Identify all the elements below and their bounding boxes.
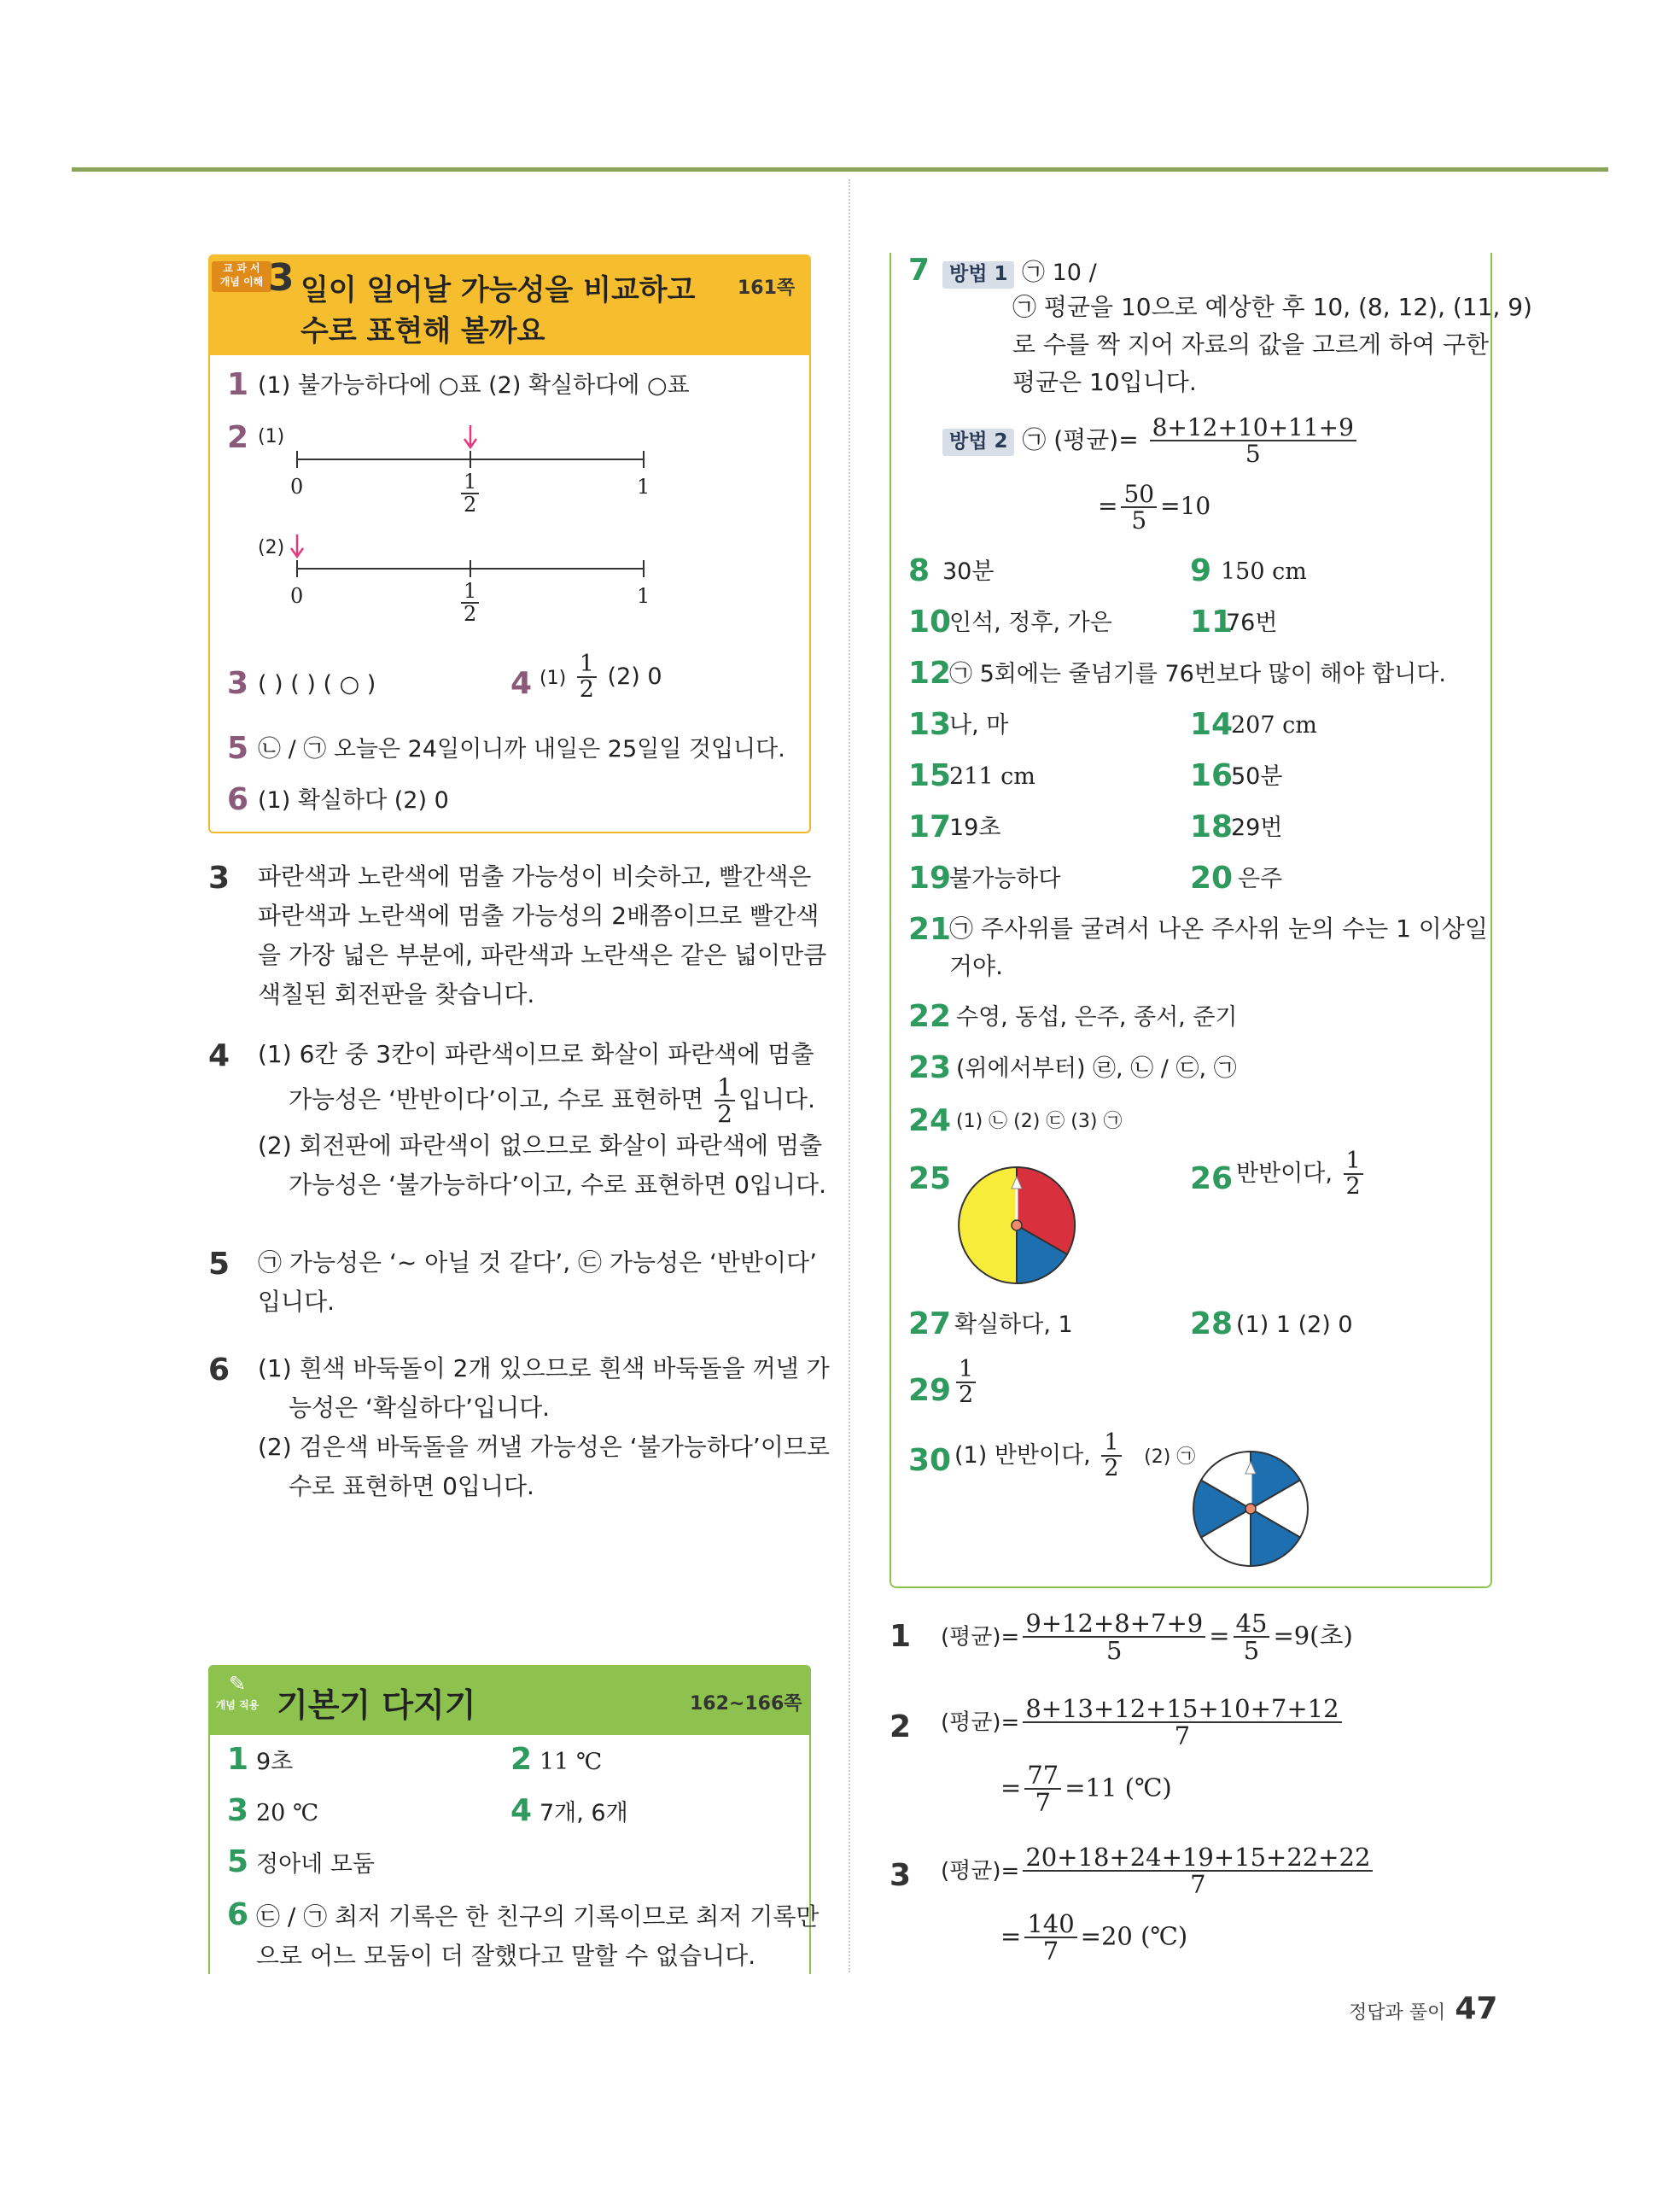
answer-text: 29번 [1231,815,1283,841]
equals: = [1000,1773,1022,1802]
practice-title: 기본기 다지기 [277,1686,476,1724]
answer-num: 2 [227,420,249,455]
answer-num: 16 [1190,758,1234,793]
answer-text: (1) 1 (2) 0 [1236,1312,1353,1338]
answer-num: 17 [908,809,952,844]
spinner-30 [1187,1445,1315,1573]
answer-text: 30분 [942,558,995,585]
answer-text: (1) ㉡ (2) ㉢ (3) ㉠ [956,1111,1123,1132]
arrow-down-icon [464,425,476,447]
answer-line: 평균은 10입니다. [1012,368,1197,396]
answer-num: 7 [908,253,930,288]
answer-text: (위에서부터) ㉣, ㉡ / ㉢, ㉠ [956,1055,1237,1082]
answer-text: 76번 [1226,610,1278,636]
part-label: (1) [258,426,285,447]
expl-num: 3 [208,861,230,896]
expl-line: 파란색과 노란색에 멈출 가능성의 2배쯤이므로 빨간색 [258,902,820,930]
answer-text [540,652,662,703]
answer-text: 207 cm [1231,712,1317,739]
answer-text: 19초 [949,815,1001,841]
equals: = [1209,1621,1230,1651]
method-2 [942,415,1360,467]
answer-num: 5 [227,1844,249,1879]
expl-num: 4 [208,1038,230,1073]
expl-num: 1 [890,1619,912,1654]
badge [212,261,271,292]
calc-1 [941,1610,1353,1664]
result: =10 [1160,491,1211,520]
part-answer: (2) 0 [607,663,662,690]
column-divider [849,179,850,1972]
frac-num: 1 [715,1075,735,1101]
frac-num: 8+13+12+15+10+7+12 [1023,1696,1341,1723]
method-tag: 방법 2 [942,429,1014,456]
answer-word: 반반이다, [1236,1160,1333,1187]
arrow-down-icon [291,535,303,557]
frac-num: 140 [1024,1911,1076,1938]
answer-text: ( ) ( ) ( ○ ) [258,671,376,698]
footer [1349,1991,1497,2026]
tick-zero: 0 [290,584,304,608]
answer-num: 30 [908,1443,952,1478]
footer-label: 정답과 풀이 [1349,2002,1446,2024]
expl-6 [258,1349,830,1506]
frac-num: 77 [1024,1762,1061,1790]
tick-zero: 0 [290,475,304,499]
practice-header [208,1665,811,1735]
frac-den: 2 [579,676,594,704]
answer-num: 18 [1190,809,1234,844]
calc-label: (평균)= [941,1858,1020,1884]
frac-num: 1 [461,471,479,494]
expl-line [258,1074,826,1126]
answer-text: 11 ℃ [540,1749,603,1775]
answer-num: 25 [908,1161,952,1196]
part-label: (1) [540,667,567,689]
answer-num: 6 [227,1897,249,1932]
result: =20 (℃) [1080,1921,1188,1951]
page-ref: 162~166쪽 [690,1693,802,1715]
answer-text: 인석, 정후, 가은 [949,610,1112,636]
frac-num: 1 [577,652,597,678]
expl-line: 파란색과 노란색에 멈출 가능성이 비슷하고, 빨간색은 [258,862,812,891]
answer-num: 6 [227,782,249,817]
method-1 [942,258,1097,289]
expl-line: (1) 6칸 중 3칸이 파란색이므로 화살이 파란색에 멈출 [258,1040,814,1068]
expl-line: 색칠된 회전판을 찾습니다. [258,980,535,1008]
answer-text: 20 ℃ [256,1800,319,1826]
answer-text [954,1431,1195,1481]
answer-num: 5 [227,731,249,766]
frac-den: 7 [1042,1937,1059,1966]
frac-den: 7 [1035,1788,1051,1818]
answer-num: 11 [1190,605,1234,640]
expl-line: (2) 회전판에 파란색이 없으므로 화살이 파란색에 멈출 [258,1131,823,1160]
frac-num: 1 [1101,1431,1121,1457]
answer-21 [949,910,1488,985]
answer-word: (1) 반반이다, [954,1441,1091,1469]
answer-num: 21 [908,912,952,947]
answer-num: 2 [510,1742,533,1777]
calc-2-result [1000,1762,1172,1816]
expl-line: 을 가장 넓은 부분에, 파란색과 노란색은 같은 넓이만큼 [258,941,827,969]
answer-num: 26 [1190,1161,1234,1196]
frac-den: 5 [1245,440,1261,469]
answer-text: 수영, 동섭, 은주, 종서, 준기 [956,1004,1238,1031]
answer-num: 19 [908,861,952,896]
answer-text: 150 cm [1221,558,1307,585]
expl-line: 가능성은 ‘불가능하다’이고, 수로 표현하면 0입니다. [289,1171,826,1200]
part-label: (2) [258,537,285,558]
expl-line: 입니다. [258,1288,335,1316]
badge-line2: 개념 이해 [219,276,264,288]
answer-num: 29 [908,1373,952,1408]
equals: = [1000,1921,1022,1951]
answer-text: 7개, 6개 [540,1800,628,1826]
frac-den: 2 [1104,1455,1119,1482]
answer-line: ㉠ 주사위를 굴려서 나온 주사위 눈의 수는 1 이상일 [949,914,1488,943]
expl-line: 능성은 ‘확실하다’입니다. [289,1393,551,1422]
concept-header [208,254,811,355]
answer-num: 1 [227,367,249,402]
part-label: (2) ㉠ [1144,1446,1196,1468]
answer-text: 50분 [1231,763,1283,790]
answer-num: 22 [908,999,952,1034]
tick-half [458,471,482,516]
answer-text: 은주 [1238,866,1283,892]
answer-text: (1) 확실하다 (2) 0 [258,787,449,814]
method-2-result [1098,482,1210,534]
frac-den: 7 [1174,1721,1191,1751]
expl-line: (2) 검은색 바둑돌을 꺼낼 가능성은 ‘불가능하다’이므로 [258,1433,830,1461]
tick-half [458,581,482,625]
frac-num: 50 [1121,482,1157,508]
expl-line: 수로 표현하면 0입니다. [289,1472,534,1500]
answer-line: ㉢ / ㉠ 최저 기록은 한 친구의 기록이므로 최저 기록만 [256,1902,820,1931]
frac-den: 5 [1131,506,1147,535]
expl-text: 입니다. [738,1085,815,1113]
answer-text: 불가능하다 [949,866,1061,892]
frac-den: 2 [464,493,477,517]
answer-text: ㉡ / ㉠ 오늘은 24일이니까 내일은 25일일 것입니다. [258,736,785,762]
answer-num: 4 [510,666,533,701]
page-number: 47 [1455,1991,1498,2026]
answer-text: 9초 [256,1749,294,1775]
answer-text: (1) 불가능하다에 ○표 (2) 확실하다에 ○표 [258,372,690,399]
section-title-1: 일이 일어날 가능성을 비교하고 [300,273,696,307]
answer-num: 9 [1190,553,1212,588]
answer-num: 27 [908,1306,952,1341]
section-title-2: 수로 표현해 볼까요 [300,314,545,348]
answer-num: 10 [908,605,952,640]
expl-4 [258,1035,826,1205]
frac-num: 45 [1234,1610,1270,1638]
answer-line: 로 수를 짝 지어 자료의 값을 고르게 하여 구한 [1012,330,1490,359]
answer-num: 24 [908,1103,952,1138]
badge-line1: 교 과 서 [223,262,260,274]
answer-text: 211 cm [949,763,1035,790]
frac-num: 9+12+8+7+9 [1023,1610,1205,1638]
method-text: ㉠ 10 / [1022,260,1097,286]
expl-num: 5 [208,1247,230,1282]
badge-text: 개념 적용 [215,1699,260,1711]
answer-line: 으로 어느 모둠이 더 잘했다고 말할 수 없습니다. [256,1942,756,1970]
answer-text: 나, 마 [949,712,1009,739]
method-1-desc [1012,289,1532,401]
frac-den: 2 [464,602,477,627]
equals: = [1098,491,1118,520]
pencil-icon: ✎ [228,1672,247,1696]
result: =9(초) [1273,1621,1353,1651]
answer-line: 거야. [949,952,1003,980]
answer-num: 15 [908,758,952,793]
frac-num: 1 [461,581,479,604]
frac-num: 20+18+24+19+15+22+22 [1023,1844,1373,1872]
calc-label: (평균)= [941,1709,1020,1736]
expl-5 [258,1243,817,1322]
answer-text [1236,1149,1367,1200]
answer-num: 13 [908,707,952,742]
expl-num: 2 [890,1709,912,1744]
tick-one: 1 [637,475,650,499]
answer-num: 3 [227,666,249,701]
expl-num: 6 [208,1353,230,1388]
answer-num: 8 [908,553,930,588]
section-number: 3 [268,256,295,300]
expl-line: (1) 흰색 바둑돌이 2개 있으므로 흰색 바둑돌을 꺼낼 가 [258,1354,830,1382]
expl-num: 3 [890,1858,912,1893]
tick-one: 1 [637,584,650,608]
expl-text: 가능성은 ‘반반이다’이고, 수로 표현하면 [289,1085,704,1113]
frac-den: 5 [1243,1636,1260,1666]
frac-num: 8+12+10+11+9 [1150,415,1356,441]
answer-num: 23 [908,1050,952,1085]
method-text: ㉠ (평균)= [1022,425,1139,454]
result: =11 (℃) [1065,1773,1172,1802]
frac-den: 2 [1345,1173,1361,1201]
answer-num: 12 [908,656,952,691]
answer-num: 14 [1190,707,1234,742]
calc-2 [941,1696,1345,1750]
answer-text: 확실하다, 1 [954,1312,1073,1338]
answer-num: 28 [1190,1306,1234,1341]
answer-num: 20 [1190,861,1234,896]
frac-num: 1 [1344,1149,1363,1175]
frac-num: 1 [956,1358,976,1383]
page-ref: 161쪽 [738,278,796,299]
calc-label: (평균)= [941,1624,1020,1651]
expl-3 [258,857,826,1014]
top-rule [72,167,1608,172]
answer-text [953,1358,979,1408]
answer-6 [256,1897,819,1976]
calc-3 [941,1844,1376,1898]
frac-den: 7 [1190,1870,1206,1900]
frac-den: 5 [1106,1636,1123,1666]
answer-num: 3 [227,1793,249,1828]
method-tag: 방법 1 [942,261,1014,289]
calc-3-result [1000,1911,1187,1965]
practice-badge [212,1670,263,1723]
answer-line: ㉠ 평균을 10으로 예상한 후 10, (8, 12), (11, 9) [1012,293,1532,321]
answer-num: 4 [510,1793,533,1828]
answer-num: 1 [227,1742,249,1777]
expl-line: ㉠ 가능성은 ‘~ 아닐 것 같다’, ㉢ 가능성은 ‘반반이다’ [258,1248,817,1277]
frac-den: 2 [717,1100,732,1128]
spinner-25 [953,1161,1081,1289]
frac-den: 2 [959,1382,974,1409]
answer-text: ㉠ 5회에는 줄넘기를 76번보다 많이 해야 합니다. [949,661,1447,687]
answer-text: 정아네 모둠 [256,1851,375,1878]
